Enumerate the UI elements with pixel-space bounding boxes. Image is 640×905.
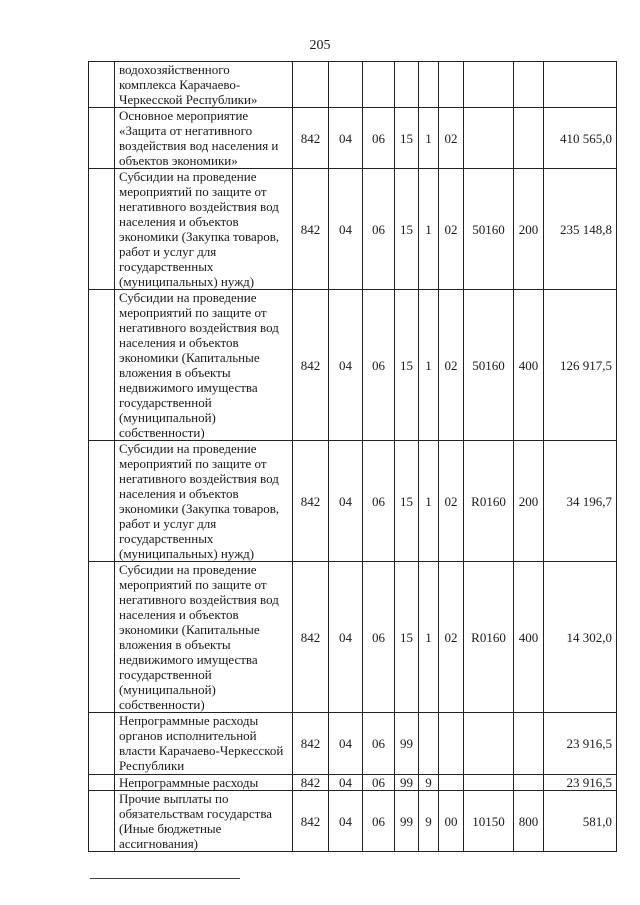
cell-name: Субсидии на проведение мероприятий по защите от негативного воздействия вод населения и объектов экономики (Закупка товаров, работ и услуг для государственных (муниципальных) нужд) — [115, 441, 293, 562]
cell-rz: 04 — [329, 108, 363, 169]
cell-blank — [89, 562, 115, 713]
cell-blank — [89, 169, 115, 290]
cell-p1: 15 — [395, 562, 419, 713]
cell-ved: 842 — [293, 441, 329, 562]
cell-pr: 06 — [363, 791, 395, 852]
cell-rz: 04 — [329, 290, 363, 441]
cell-pr: 06 — [363, 108, 395, 169]
cell-ved: 842 — [293, 713, 329, 775]
cell-p3 — [439, 775, 464, 791]
cell-vr: 800 — [514, 791, 544, 852]
cell-name: Субсидии на проведение мероприятий по защите от негативного воздействия вод населения и объектов экономики (Капитальные вложения в объекты недвижимого имущества государственной (муниципальной) собственности) — [115, 290, 293, 441]
cell-rz: 04 — [329, 775, 363, 791]
cell-code: R0160 — [464, 562, 514, 713]
cell-rz: 04 — [329, 562, 363, 713]
page-number: 205 — [309, 38, 331, 53]
cell-p3: 02 — [439, 290, 464, 441]
cell-vr: 400 — [514, 290, 544, 441]
budget-table — [88, 61, 617, 852]
cell-p3: 02 — [439, 169, 464, 290]
table-row — [89, 713, 617, 775]
cell-p2: 1 — [419, 562, 439, 713]
cell-p3: 00 — [439, 791, 464, 852]
cell-ved: 842 — [293, 775, 329, 791]
cell-pr: 06 — [363, 441, 395, 562]
cell-vr — [514, 108, 544, 169]
cell-vr — [514, 713, 544, 775]
cell-sum — [544, 62, 617, 108]
cell-p1: 99 — [395, 775, 419, 791]
cell-p3 — [439, 713, 464, 775]
cell-p2: 1 — [419, 108, 439, 169]
cell-code — [464, 62, 514, 108]
cell-rz: 04 — [329, 791, 363, 852]
cell-p2: 1 — [419, 441, 439, 562]
cell-sum: 126 917,5 — [544, 290, 617, 441]
cell-blank — [89, 775, 115, 791]
cell-rz — [329, 62, 363, 108]
cell-p2: 1 — [419, 290, 439, 441]
cell-ved: 842 — [293, 108, 329, 169]
table-row — [89, 169, 617, 290]
cell-vr: 200 — [514, 169, 544, 290]
cell-code — [464, 108, 514, 169]
cell-blank — [89, 441, 115, 562]
cell-vr: 400 — [514, 562, 544, 713]
cell-blank — [89, 62, 115, 108]
cell-p3: 02 — [439, 562, 464, 713]
cell-p1: 15 — [395, 169, 419, 290]
table-row — [89, 108, 617, 169]
cell-name: Основное мероприятие «Защита от негативного воздействия вод населения и объектов экономики» — [115, 108, 293, 169]
cell-ved: 842 — [293, 562, 329, 713]
cell-code: 50160 — [464, 290, 514, 441]
cell-code: 50160 — [464, 169, 514, 290]
table-row — [89, 62, 617, 108]
cell-name: Непрограммные расходы — [115, 775, 293, 791]
cell-sum: 410 565,0 — [544, 108, 617, 169]
cell-pr — [363, 62, 395, 108]
cell-p3 — [439, 62, 464, 108]
cell-blank — [89, 108, 115, 169]
cell-sum: 14 302,0 — [544, 562, 617, 713]
cell-rz: 04 — [329, 713, 363, 775]
cell-sum: 23 916,5 — [544, 775, 617, 791]
cell-p1: 15 — [395, 441, 419, 562]
cell-ved: 842 — [293, 791, 329, 852]
table-row — [89, 290, 617, 441]
table-row — [89, 775, 617, 791]
cell-sum: 581,0 — [544, 791, 617, 852]
cell-code — [464, 713, 514, 775]
cell-ved — [293, 62, 329, 108]
cell-p2: 9 — [419, 791, 439, 852]
cell-sum: 235 148,8 — [544, 169, 617, 290]
cell-p2 — [419, 62, 439, 108]
cell-ved: 842 — [293, 169, 329, 290]
cell-name: Непрограммные расходы органов исполнительной власти Карачаево-Черкесской Республики — [115, 713, 293, 775]
cell-vr: 200 — [514, 441, 544, 562]
cell-pr: 06 — [363, 169, 395, 290]
footnote-divider — [90, 878, 240, 879]
cell-name: водохозяйственного комплекса Карачаево-Черкесской Республики» — [115, 62, 293, 108]
table-row — [89, 441, 617, 562]
table-row — [89, 791, 617, 852]
cell-p3: 02 — [439, 108, 464, 169]
cell-p1 — [395, 62, 419, 108]
cell-p2 — [419, 713, 439, 775]
cell-vr — [514, 62, 544, 108]
cell-code: R0160 — [464, 441, 514, 562]
cell-p1: 15 — [395, 108, 419, 169]
cell-p1: 99 — [395, 713, 419, 775]
cell-p2: 1 — [419, 169, 439, 290]
cell-p1: 15 — [395, 290, 419, 441]
cell-code: 10150 — [464, 791, 514, 852]
cell-pr: 06 — [363, 775, 395, 791]
cell-rz: 04 — [329, 441, 363, 562]
cell-p2: 9 — [419, 775, 439, 791]
cell-name: Субсидии на проведение мероприятий по защите от негативного воздействия вод населения и объектов экономики (Капитальные вложения в объекты недвижимого имущества государственной (муниципальной) собственности) — [115, 562, 293, 713]
table-row — [89, 562, 617, 713]
cell-code — [464, 775, 514, 791]
cell-pr: 06 — [363, 562, 395, 713]
cell-name: Прочие выплаты по обязательствам государства (Иные бюджетные ассигнования) — [115, 791, 293, 852]
cell-blank — [89, 713, 115, 775]
cell-blank — [89, 290, 115, 441]
cell-sum: 34 196,7 — [544, 441, 617, 562]
cell-pr: 06 — [363, 713, 395, 775]
cell-rz: 04 — [329, 169, 363, 290]
cell-ved: 842 — [293, 290, 329, 441]
cell-blank — [89, 791, 115, 852]
cell-p1: 99 — [395, 791, 419, 852]
cell-p3: 02 — [439, 441, 464, 562]
cell-vr — [514, 775, 544, 791]
cell-name: Субсидии на проведение мероприятий по защите от негативного воздействия вод населения и объектов экономики (Закупка товаров, работ и услуг для государственных (муниципальных) нужд) — [115, 169, 293, 290]
cell-sum: 23 916,5 — [544, 713, 617, 775]
cell-pr: 06 — [363, 290, 395, 441]
